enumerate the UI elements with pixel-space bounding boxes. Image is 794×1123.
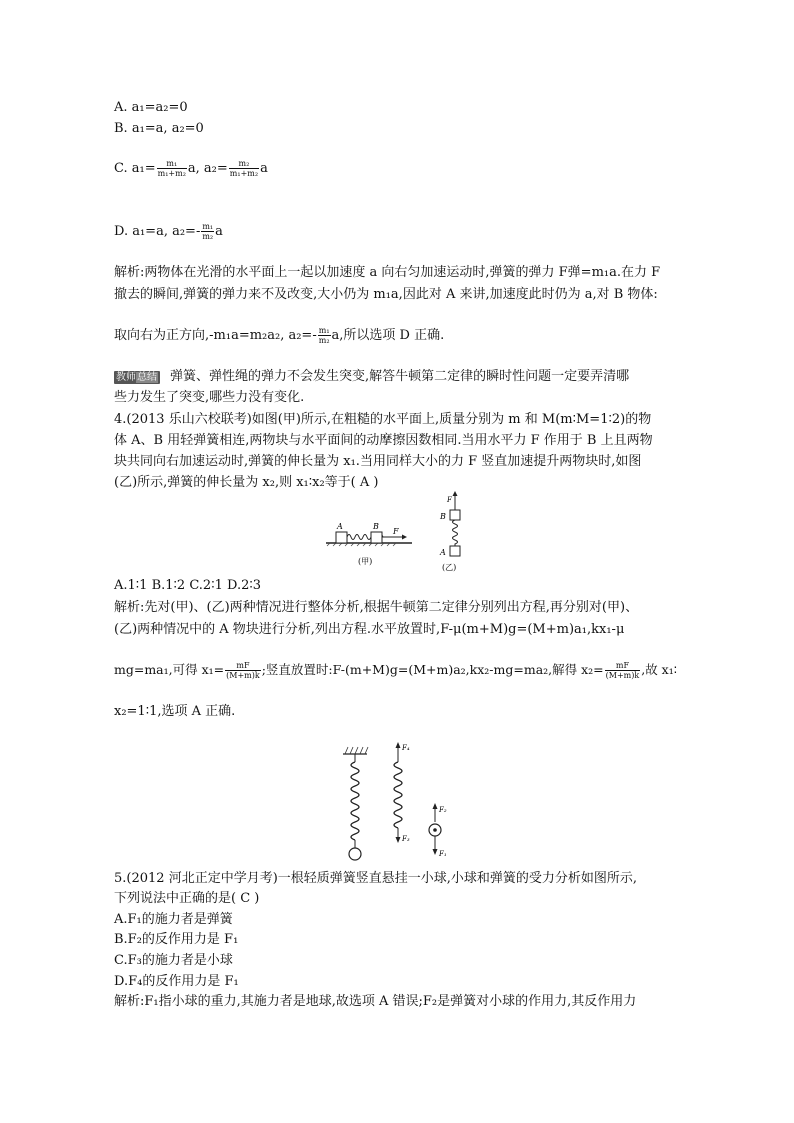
q4-analysis-line4: x₂=1∶1,选项 A 正确. xyxy=(114,704,236,719)
q4-stem-line1: 4.(2013 乐山六校联考)如图(甲)所示,在粗糙的水平面上,质量分别为 m 和 M(m∶M=1∶2)的物 xyxy=(114,412,652,427)
q4-analysis-line3 xyxy=(114,661,677,680)
q3-option-c-mid: a, a₂= xyxy=(187,161,228,176)
spring-vertical xyxy=(453,520,458,546)
q3-option-b: B. a₁=a, a₂=0 xyxy=(114,121,204,136)
fraction-denominator: (M+m)k xyxy=(226,671,260,680)
fraction xyxy=(318,326,331,345)
q4-options: A.1∶1 B.1∶2 C.2∶1 D.2∶3 xyxy=(114,578,262,593)
fraction-numerator: mF xyxy=(225,661,261,671)
q3-option-c-post: a xyxy=(260,161,268,176)
q3-analysis-line1: 解析:两物体在光滑的水平面上一起以加速度 a 向右匀加速运动时,弹簧的弹力 F弹=m₁a.在力 F xyxy=(114,265,661,280)
q3-option-c-pre: C. a₁= xyxy=(114,161,156,176)
teacher-summary-badge xyxy=(114,371,160,384)
block-b xyxy=(371,532,382,543)
fraction-denominator: (M+m)k xyxy=(605,671,640,680)
summary-text-line1: 弹簧、弹性绳的弹力不会发生突变,解答牛顿第二定律的瞬时性问题一定要弄清哪 xyxy=(170,369,630,384)
figure-yi xyxy=(439,491,460,572)
fraction-denominator: m₂ xyxy=(202,232,214,241)
q4-analysis-line2: (乙)两种情况中的 A 物块进行分析,列出方程.水平放置时,F-μ(m+M)g=(M+m)a₁,kx₁-μ xyxy=(114,622,625,637)
q3-analysis-line2: 撤去的瞬间,弹簧的弹力来不及改变,大小仍为 m₁a,因此对 A 来讲,加速度此时仍为 a,对 B 物体: xyxy=(114,287,658,302)
label-b: B xyxy=(373,522,379,531)
caption-yi: (乙) xyxy=(442,563,457,572)
block-b xyxy=(450,510,460,520)
q3-option-d xyxy=(114,222,223,241)
fraction xyxy=(229,159,259,178)
q5-analysis-line1: 解析:F₁指小球的重力,其施力者是地球,故选项 A 错误;F₂是弹簧对小球的作用力,其反作用力 xyxy=(114,994,637,1009)
q4-stem-line3: 块共同向右加速运动时,弹簧的伸长量为 x₁.当用同样大小的力 F 竖直加速提升两物块时,如图 xyxy=(114,454,642,469)
ball xyxy=(349,848,361,860)
q4-analysis-line3-pre: mg=ma₁,可得 x₁= xyxy=(114,662,225,677)
fraction-numerator: m₁ xyxy=(202,222,214,231)
block-a xyxy=(336,532,347,543)
fraction-numerator: m₂ xyxy=(229,159,259,169)
arrow-head xyxy=(402,535,407,540)
summary-line2: 些力发生了突变,哪些力没有变化. xyxy=(114,390,305,405)
q5-figure xyxy=(335,740,465,865)
fraction-numerator: m₁ xyxy=(157,159,187,169)
fraction xyxy=(225,661,261,680)
q4-analysis-line1: 解析:先对(甲)、(乙)两种情况进行整体分析,根据牛顿第二定律分别列出方程,再分别对(甲)、 xyxy=(114,600,639,615)
q4-figure xyxy=(320,490,480,575)
q3-analysis-line3-post: a,所以选项 D 正确. xyxy=(331,328,445,343)
q3-option-c xyxy=(114,159,268,178)
q3-analysis-line3-pre: 取向右为正方向,-m₁a=m₂a₂, a₂=- xyxy=(114,328,317,343)
figure-jia xyxy=(326,522,412,566)
ceiling-hatch xyxy=(343,747,368,754)
label-f1: F₁ xyxy=(439,850,447,858)
q5-option-a: A.F₁的施力者是弹簧 xyxy=(114,912,233,927)
fraction xyxy=(201,222,214,241)
q5-option-c: C.F₃的施力者是小球 xyxy=(114,953,233,968)
label-f: F xyxy=(447,496,452,504)
q3-option-d-pre: D. a₁=a, a₂=- xyxy=(114,224,201,239)
badge-teacher: 教师 xyxy=(116,372,136,383)
arrow-head xyxy=(433,803,438,809)
q4-analysis-line3-mid: ;竖直放置时:F-(m+M)g=(M+m)a₂,kx₂-mg=ma₂,解得 x₂= xyxy=(261,662,604,677)
q3-option-a: A. a₁=a₂=0 xyxy=(114,100,188,115)
q5-stem-line2: 下列说法中正确的是( C ) xyxy=(114,891,260,906)
q4-analysis-line3-post: ,故 x₁∶ xyxy=(641,662,677,677)
label-f3: F₃ xyxy=(402,835,410,843)
q5-option-d: D.F₄的反作用力是 F₁ xyxy=(114,974,239,989)
label-f: F xyxy=(393,527,399,536)
label-b: B xyxy=(440,512,446,521)
arrow-head xyxy=(396,742,401,748)
summary-line1 xyxy=(114,369,629,385)
fraction xyxy=(157,159,187,178)
fraction-denominator: m₁+m₂ xyxy=(157,169,186,178)
fraction-numerator: mF xyxy=(605,661,641,671)
q5-option-b: B.F₂的反作用力是 F₁ xyxy=(114,932,239,947)
label-f2: F₂ xyxy=(439,806,447,814)
fraction-denominator: m₂ xyxy=(318,336,330,345)
arrow-head xyxy=(433,849,438,855)
label-a: A xyxy=(337,522,343,531)
fraction-numerator: m₁ xyxy=(318,326,330,335)
label-a: A xyxy=(440,548,446,557)
q4-stem-line2: 体 A、B 用轻弹簧相连,两物块与水平面间的动摩擦因数相同.当用水平力 F 作用于 B 上且两物 xyxy=(114,433,653,448)
caption-jia: (甲) xyxy=(358,557,373,566)
q3-option-d-post: a xyxy=(215,224,223,239)
fraction xyxy=(605,661,641,680)
arrow-head xyxy=(453,491,458,496)
label-f4: F₄ xyxy=(402,744,410,752)
badge-summary: 总结 xyxy=(137,372,157,383)
q5-stem-line1: 5.(2012 河北正定中学月考)一根轻质弹簧竖直悬挂一小球,小球和弹簧的受力分析如图所示, xyxy=(114,871,638,886)
q3-analysis-line3 xyxy=(114,326,444,345)
spring-left xyxy=(351,762,359,840)
fraction-denominator: m₁+m₂ xyxy=(229,169,259,178)
q4-stem-line4: (乙)所示,弹簧的伸长量为 x₂,则 x₁∶x₂等于( A ) xyxy=(114,475,379,490)
spring-right xyxy=(394,762,402,828)
block-a xyxy=(450,546,460,556)
arrow-head xyxy=(396,837,401,843)
